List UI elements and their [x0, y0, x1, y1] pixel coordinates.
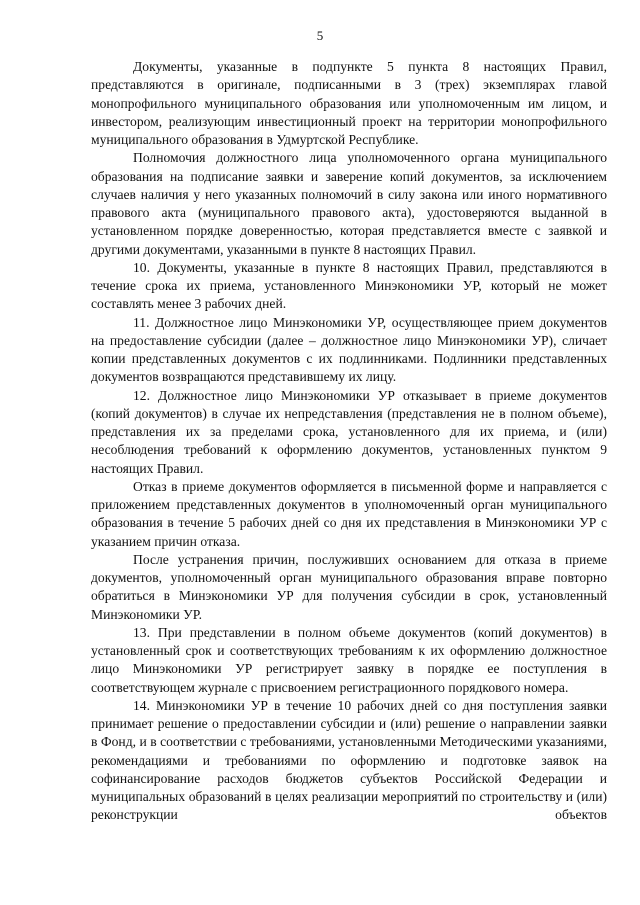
paragraph: Документы, указанные в подпункте 5 пункта 8 настоящих Правил, представляются в оригинале, подписанными в 3 (трех) экземплярах главой монопрофильного муниципального образования или уполномоченным им лицом, и инвестором, реализующим инвестиционный проект на территории монопрофильного муниципального образования в Удмуртской Республике.: [91, 59, 607, 147]
paragraph: 11. Должностное лицо Минэкономики УР, осуществляющее прием документов на предоставление субсидии (далее – должностное лицо Минэкономики УР), сличает копии представленных документов с их подлинниками. Подлинники представленных документов возвращаются представившему их лицу.: [91, 314, 607, 385]
page-number: 5: [316, 28, 324, 43]
paragraph: Полномочия должностного лица уполномоченного органа муниципального образования на подписание заявки и заверение копий документов, за исключением случаев наличия у него указанных полномочий в силу закона или иного нормативного правового акта (муниципального правового акта), удостоверяются выданной в установленном порядке доверенностью, которая представляется вместе с заявкой и другими документами, указанными в пункте 8 настоящих Правил.: [91, 150, 607, 257]
paragraph: 14. Минэкономики УР в течение 10 рабочих дней со дня поступления заявки принимает решение о предоставлении субсидии и (или) решение о направлении заявки в Фонд, и в соответствии с требованиями, установленными Методическими указаниями, рекомендациями и требованиями по оформлению и подготовке заявок на софинансирование расходов бюджетов субъектов Российской Федерации и муниципальных образований в целях реализации мероприятий по строительству и (или) реконструкции объектов: [91, 697, 607, 823]
paragraph: 10. Документы, указанные в пункте 8 настоящих Правил, представляются в течение срока их приема, установленного Минэкономики УР, который не может составлять менее 3 рабочих дней.: [91, 259, 607, 312]
paragraph: 12. Должностное лицо Минэкономики УР отказывает в приеме документов (копий документов) в случае их непредставления (представления не в полном объеме), представления их за пределами срока, установленного для их приема, и (или) несоблюдения требований к оформлению документов, установленных пунктом 9 настоящих Правил.: [91, 387, 607, 476]
paragraph: 13. При представлении в полном объеме документов (копий документов) в установленный срок и соответствующих требованиям к их оформлению должностное лицо Минэкономики УР регистрирует заявку в порядке ее поступления в соответствующем журнале с присвоением регистрационного порядкового номера.: [91, 624, 607, 695]
paragraph: После устранения причин, послуживших основанием для отказа в приеме документов, уполномоченный орган муниципального образования вправе повторно обратиться в Минэкономики УР для получения субсидии в срок, установленный Минэкономики УР.: [91, 551, 607, 622]
document-body: [91, 58, 607, 825]
paragraph: Отказ в приеме документов оформляется в письменной форме и направляется с приложением представленных документов в уполномоченный орган муниципального образования в течение 5 рабочих дней со дня их представления в Минэкономики УР с указанием причин отказа.: [91, 478, 607, 549]
